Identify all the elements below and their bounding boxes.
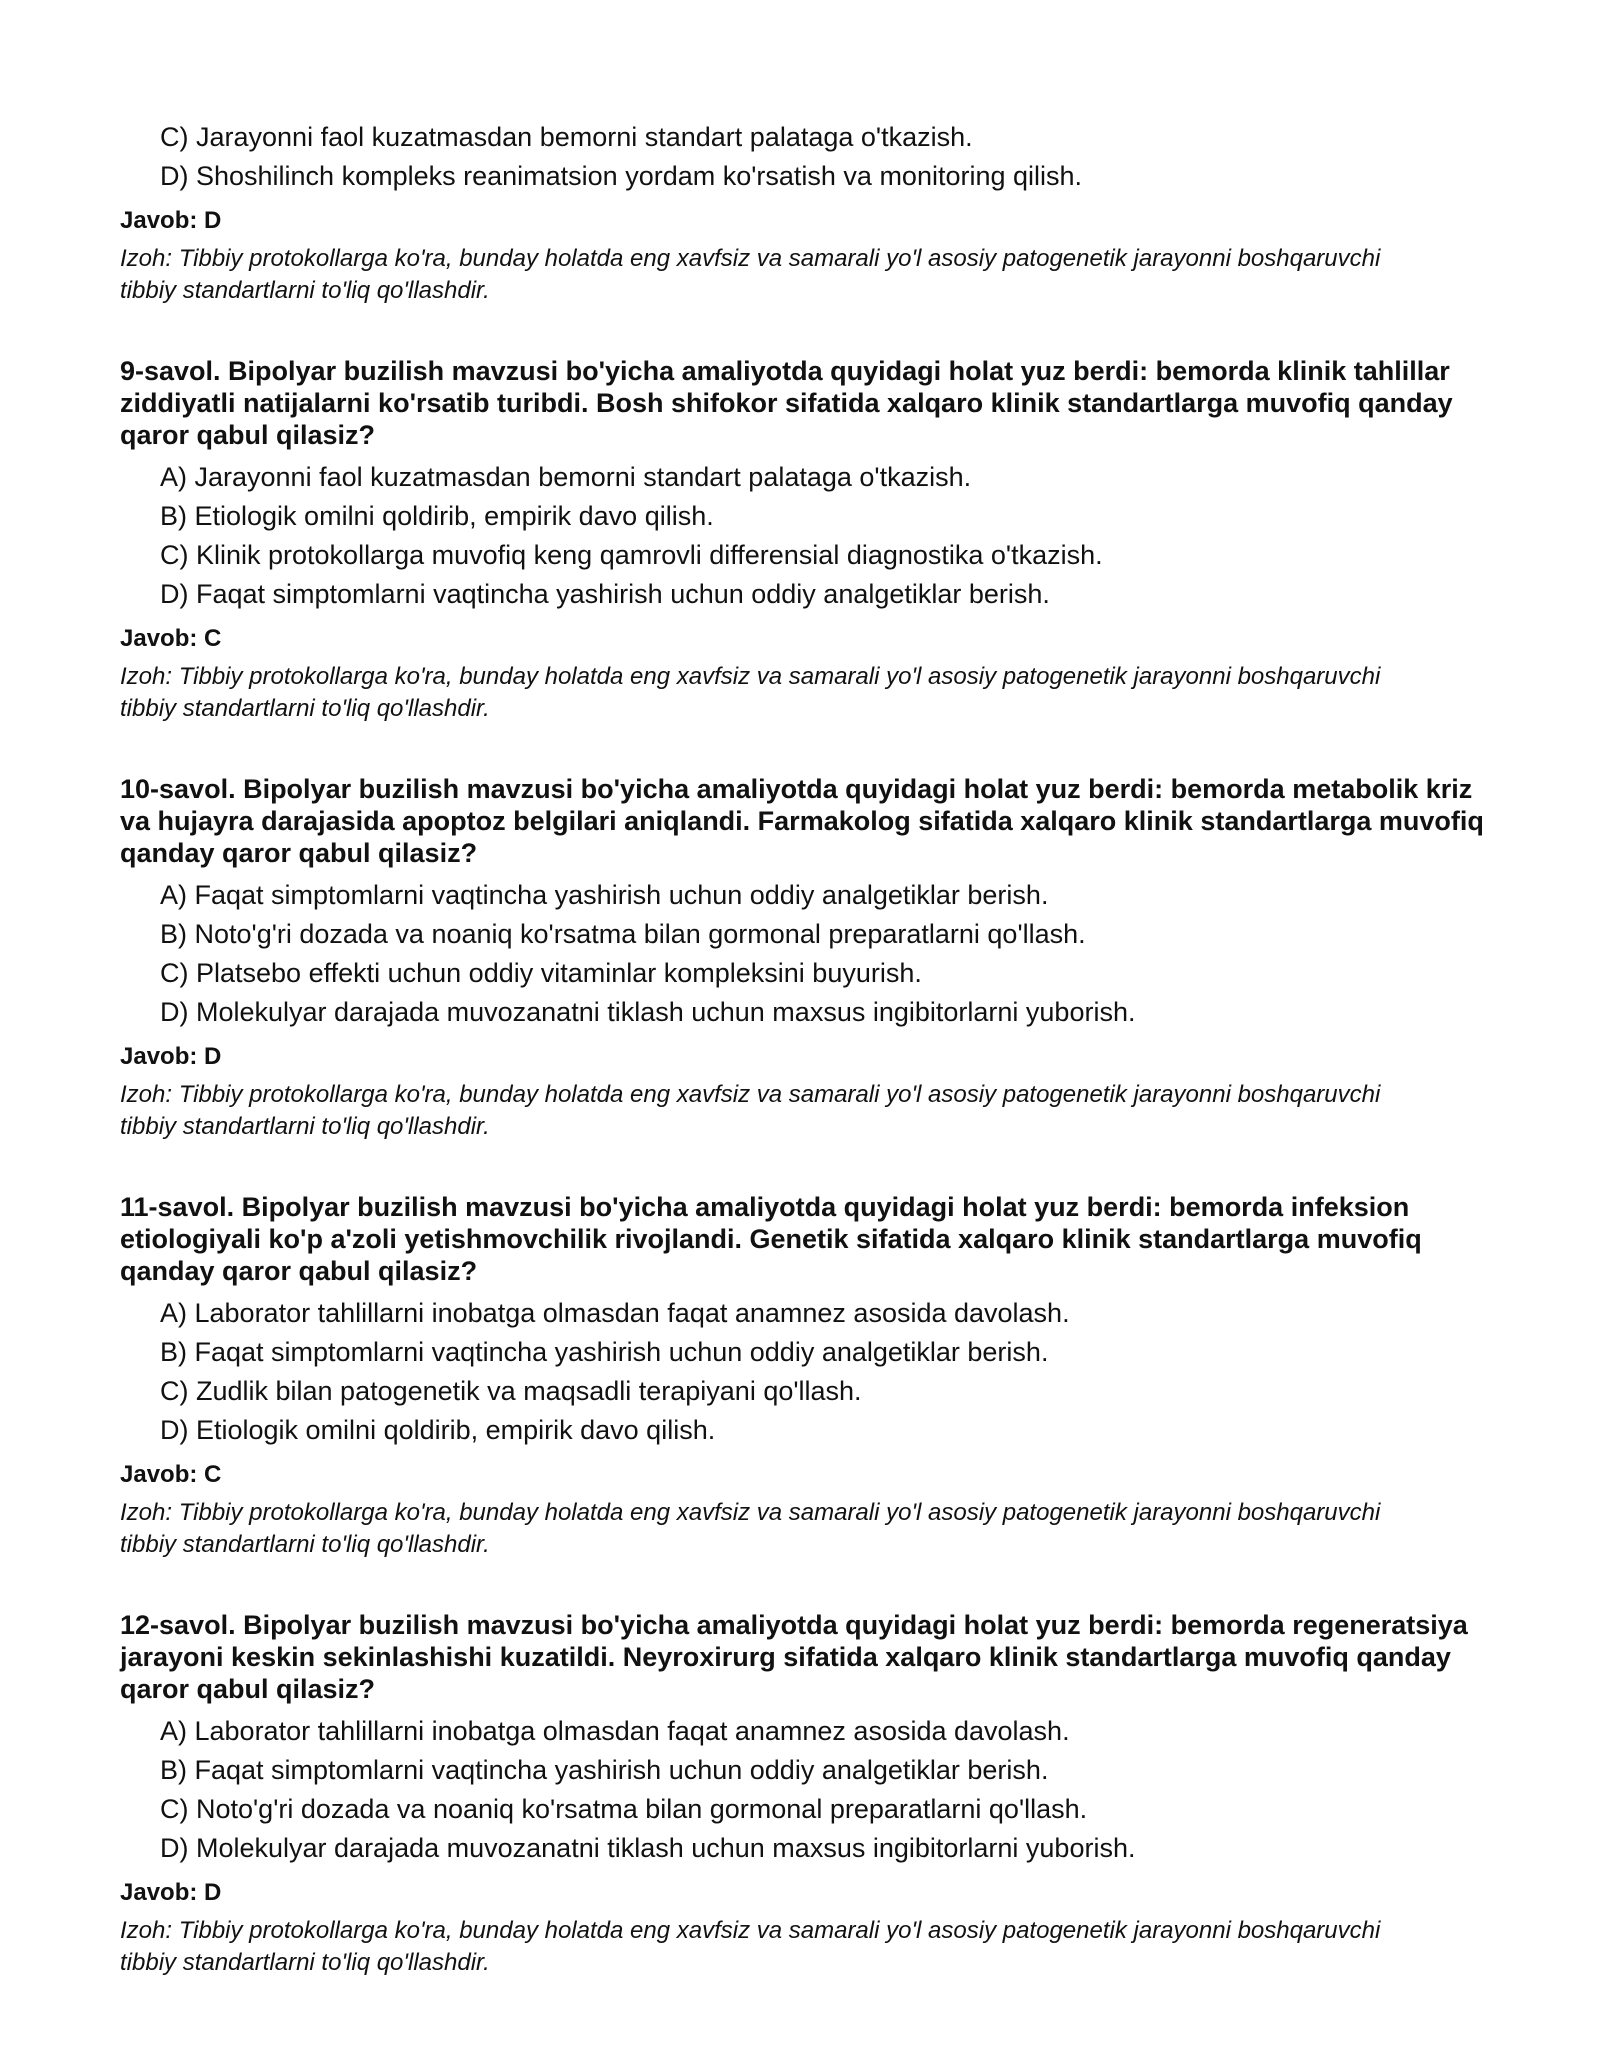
question-block-8-tail xyxy=(120,118,1500,307)
option-a: A) Jarayonni faol kuzatmasdan bemorni standart palataga o'tkazish. xyxy=(160,462,972,492)
question-text: 9-savol. Bipolyar buzilish mavzusi bo'yicha amaliyotda quyidagi holat yuz berdi: bemorda klinik tahlillar ziddiyatli natijalarni ko'rsatib turibdi. Bosh shifokor sifatida xalqaro klinik standartlarga muvofiq qanday qaror qabul qilasiz? xyxy=(120,356,1453,450)
explanation-note: Izoh: Tibbiy protokollarga ko'ra, bunday holatda eng xavfsiz va samarali yo'l asosiy patogenetik jarayonni boshqaruvchi tibbiy standartlarni to'liq qo'llashdir. xyxy=(120,245,1381,304)
question-block-12 xyxy=(120,1609,1500,1979)
option-d: D) Shoshilinch kompleks reanimatsion yordam ko'rsatish va monitoring qilish. xyxy=(160,161,1083,191)
question-text: 10-savol. Bipolyar buzilish mavzusi bo'yicha amaliyotda quyidagi holat yuz berdi: bemorda metabolik kriz va hujayra darajasida apoptoz belgilari aniqlandi. Farmakolog sifatida xalqaro klinik standartlarga muvofiq qanday qaror qabul qilasiz? xyxy=(120,774,1484,868)
explanation-note: Izoh: Tibbiy protokollarga ko'ra, bunday holatda eng xavfsiz va samarali yo'l asosiy patogenetik jarayonni boshqaruvchi tibbiy standartlarni to'liq qo'llashdir. xyxy=(120,1081,1381,1140)
options-list xyxy=(120,1294,1500,1450)
explanation-note: Izoh: Tibbiy protokollarga ko'ra, bunday holatda eng xavfsiz va samarali yo'l asosiy patogenetik jarayonni boshqaruvchi tibbiy standartlarni to'liq qo'llashdir. xyxy=(120,1499,1381,1558)
option-d: D) Molekulyar darajada muvozanatni tiklash uchun maxsus ingibitorlarni yuborish. xyxy=(160,997,1136,1027)
option-b: B) Faqat simptomlarni vaqtincha yashirish uchun oddiy analgetiklar berish. xyxy=(160,1755,1049,1785)
options-list xyxy=(120,876,1500,1032)
options-list xyxy=(120,458,1500,614)
explanation-note: Izoh: Tibbiy protokollarga ko'ra, bunday holatda eng xavfsiz va samarali yo'l asosiy patogenetik jarayonni boshqaruvchi tibbiy standartlarni to'liq qo'llashdir. xyxy=(120,663,1381,722)
document-page xyxy=(120,118,1500,1979)
option-b: B) Etiologik omilni qoldirib, empirik davo qilish. xyxy=(160,501,714,531)
option-a: A) Laborator tahlillarni inobatga olmasdan faqat anamnez asosida davolash. xyxy=(160,1716,1070,1746)
answer-line: Javob: D xyxy=(120,207,222,234)
option-d: D) Molekulyar darajada muvozanatni tiklash uchun maxsus ingibitorlarni yuborish. xyxy=(160,1833,1136,1863)
options-list xyxy=(120,1712,1500,1868)
question-block-11 xyxy=(120,1191,1500,1561)
option-a: A) Laborator tahlillarni inobatga olmasdan faqat anamnez asosida davolash. xyxy=(160,1298,1070,1328)
options-list xyxy=(120,118,1500,196)
question-text: 11-savol. Bipolyar buzilish mavzusi bo'yicha amaliyotda quyidagi holat yuz berdi: bemorda infeksion etiologiyali ko'p a'zoli yetishmovchilik rivojlandi. Genetik sifatida xalqaro klinik standartlarga muvofiq qanday qaror qabul qilasiz? xyxy=(120,1192,1422,1286)
answer-line: Javob: C xyxy=(120,1461,222,1488)
answer-line: Javob: C xyxy=(120,625,222,652)
question-text: 12-savol. Bipolyar buzilish mavzusi bo'yicha amaliyotda quyidagi holat yuz berdi: bemorda regeneratsiya jarayoni keskin sekinlashishi kuzatildi. Neyroxirurg sifatida xalqaro klinik standartlarga muvofiq qanday qaror qabul qilasiz? xyxy=(120,1610,1468,1704)
option-c: C) Platsebo effekti uchun oddiy vitaminlar kompleksini buyurish. xyxy=(160,958,922,988)
option-d: D) Faqat simptomlarni vaqtincha yashirish uchun oddiy analgetiklar berish. xyxy=(160,579,1050,609)
option-b: B) Noto'g'ri dozada va noaniq ko'rsatma bilan gormonal preparatlarni qo'llash. xyxy=(160,919,1086,949)
option-b: B) Faqat simptomlarni vaqtincha yashirish uchun oddiy analgetiklar berish. xyxy=(160,1337,1049,1367)
answer-line: Javob: D xyxy=(120,1043,222,1070)
option-a: A) Faqat simptomlarni vaqtincha yashirish uchun oddiy analgetiklar berish. xyxy=(160,880,1049,910)
option-d: D) Etiologik omilni qoldirib, empirik davo qilish. xyxy=(160,1415,716,1445)
option-c: C) Klinik protokollarga muvofiq keng qamrovli differensial diagnostika o'tkazish. xyxy=(160,540,1103,570)
option-c: C) Noto'g'ri dozada va noaniq ko'rsatma bilan gormonal preparatlarni qo'llash. xyxy=(160,1794,1088,1824)
question-block-10 xyxy=(120,773,1500,1143)
option-c: C) Jarayonni faol kuzatmasdan bemorni standart palataga o'tkazish. xyxy=(160,122,973,152)
question-block-9 xyxy=(120,355,1500,725)
answer-line: Javob: D xyxy=(120,1879,222,1906)
explanation-note: Izoh: Tibbiy protokollarga ko'ra, bunday holatda eng xavfsiz va samarali yo'l asosiy patogenetik jarayonni boshqaruvchi tibbiy standartlarni to'liq qo'llashdir. xyxy=(120,1917,1381,1976)
option-c: C) Zudlik bilan patogenetik va maqsadli terapiyani qo'llash. xyxy=(160,1376,862,1406)
